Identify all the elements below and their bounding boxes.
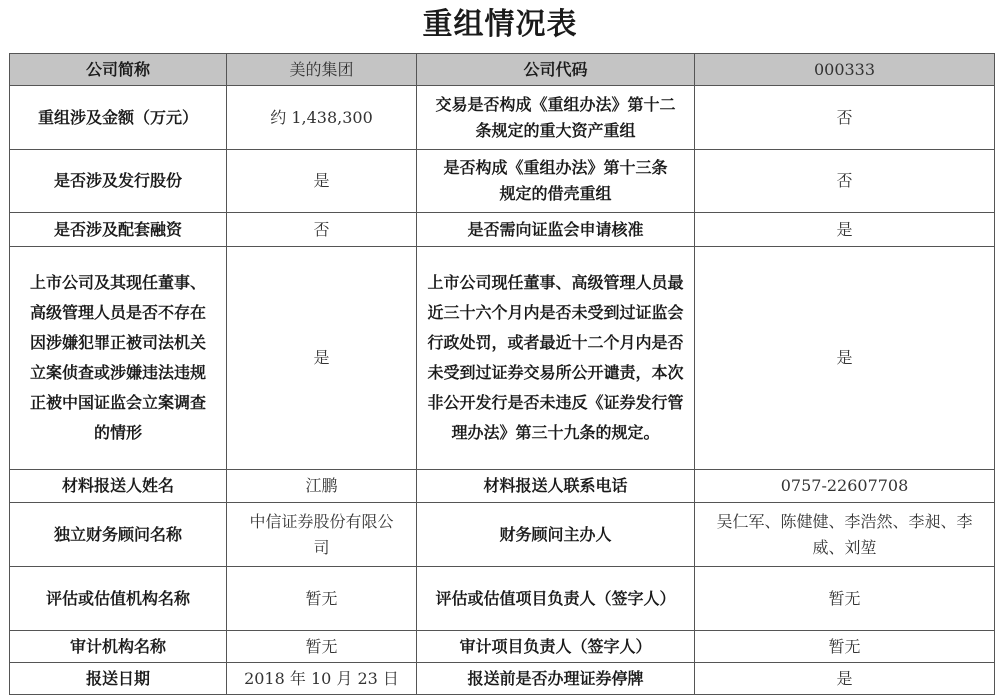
row-label: 报送日期	[10, 663, 227, 695]
row-value: 暂无	[695, 631, 995, 663]
row-value: 0757-22607708	[695, 470, 995, 503]
table-row	[10, 150, 995, 213]
row-label: 评估或估值机构名称	[10, 567, 227, 631]
row-label: 上市公司现任董事、高级管理人员最近三十六个月内是否未受到过证监会行政处罚，或者最近十二个月内是否未受到过证券交易所公开谴责，本次非公开发行是否未违反《证券发行管理办法》第三十九条的规定。	[417, 247, 695, 470]
row-label: 报送前是否办理证券停牌	[417, 663, 695, 695]
table-row	[10, 86, 995, 150]
row-value: 2018 年 10 月 23 日	[227, 663, 417, 695]
row-label: 材料报送人姓名	[10, 470, 227, 503]
row-value: 否	[227, 213, 417, 247]
row-label: 是否构成《重组办法》第十三条规定的借壳重组	[417, 150, 695, 213]
table-row	[10, 470, 995, 503]
row-value: 是	[695, 247, 995, 470]
row-value: 约 1,438,300	[227, 86, 417, 150]
row-value: 江鹏	[227, 470, 417, 503]
document-title: 重组情况表	[422, 7, 578, 42]
row-label: 重组涉及金额（万元）	[10, 86, 227, 150]
row-label: 独立财务顾问名称	[10, 503, 227, 567]
row-value: 暂无	[227, 631, 417, 663]
table-row	[10, 54, 995, 86]
row-label: 是否需向证监会申请核准	[417, 213, 695, 247]
row-value: 是	[227, 247, 417, 470]
row-value: 否	[695, 150, 995, 213]
row-label: 是否涉及发行股份	[10, 150, 227, 213]
table-row	[10, 631, 995, 663]
restructuring-table	[9, 53, 995, 695]
table-row	[10, 503, 995, 567]
table-row	[10, 247, 995, 470]
row-label: 审计机构名称	[10, 631, 227, 663]
row-value: 否	[695, 86, 995, 150]
row-value: 中信证券股份有限公司	[227, 503, 417, 567]
row-value: 是	[695, 213, 995, 247]
table-row	[10, 213, 995, 247]
row-label: 评估或估值项目负责人（签字人）	[417, 567, 695, 631]
row-value: 000333	[695, 54, 995, 86]
table-row	[10, 567, 995, 631]
row-value: 是	[227, 150, 417, 213]
row-value: 暂无	[227, 567, 417, 631]
row-label: 上市公司及其现任董事、高级管理人员是否不存在因涉嫌犯罪正被司法机关立案侦查或涉嫌违法违规正被中国证监会立案调查的情形	[10, 247, 227, 470]
row-value: 是	[695, 663, 995, 695]
row-label: 材料报送人联系电话	[417, 470, 695, 503]
row-label: 公司简称	[10, 54, 227, 86]
row-value: 美的集团	[227, 54, 417, 86]
row-value: 吴仁军、陈健健、李浩然、李昶、李威、刘堃	[695, 503, 995, 567]
row-label: 交易是否构成《重组办法》第十二条规定的重大资产重组	[417, 86, 695, 150]
row-label: 财务顾问主办人	[417, 503, 695, 567]
row-label: 是否涉及配套融资	[10, 213, 227, 247]
row-label: 审计项目负责人（签字人）	[417, 631, 695, 663]
row-label: 公司代码	[417, 54, 695, 86]
table-row	[10, 663, 995, 695]
row-value: 暂无	[695, 567, 995, 631]
